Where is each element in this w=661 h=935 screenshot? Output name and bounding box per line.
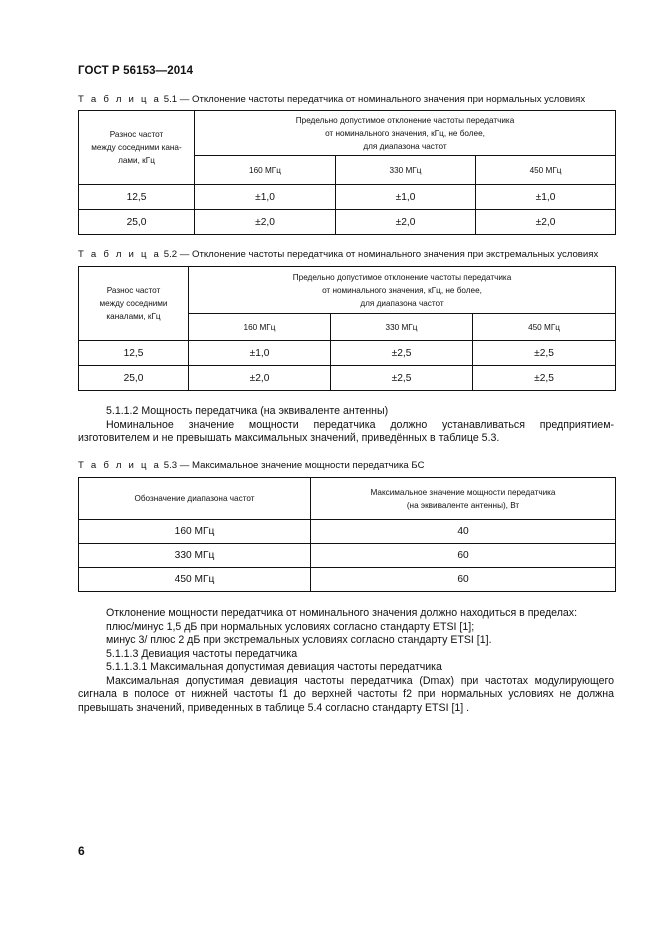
group-header-cell	[195, 111, 616, 156]
section-5-1-1-2	[78, 405, 614, 446]
band-column-header: Обозначение диапазона частот	[79, 478, 311, 520]
row-header-line: между соседними	[99, 299, 168, 308]
table-label: Т а б л и ц а	[78, 94, 162, 105]
value-cell: ±2,5	[473, 341, 616, 366]
group-header-cell	[189, 267, 616, 314]
group-header-line: Предельно допустимое отклонение частоты передатчика	[292, 272, 512, 282]
group-header-line: Предельно допустимое отклонение частоты передатчика	[295, 115, 515, 125]
table-5-1-caption	[78, 94, 585, 105]
paragraph: плюс/минус 1,5 дБ при нормальных условиях согласно стандарту ETSI [1];	[106, 620, 475, 633]
paragraph: 5.1.1.3.1 Максимальная допустимая девиация частоты передатчика	[106, 661, 442, 673]
band-header-330: 330 МГц	[336, 156, 476, 185]
value-cell: ±1,0	[195, 185, 336, 210]
value-cell: ±2,5	[473, 366, 616, 391]
row-header-line: лами, кГц	[118, 156, 155, 165]
value-cell: ±2,5	[331, 366, 473, 391]
value-cell: ±2,5	[331, 341, 473, 366]
row-header-cell	[79, 111, 195, 185]
band-header-160: 160 МГц	[195, 156, 336, 185]
table-row	[79, 341, 616, 366]
table-5-1	[78, 110, 616, 235]
value-cell: ±2,0	[476, 210, 616, 235]
page-number: 6	[78, 844, 85, 858]
table-5-2-caption	[78, 249, 598, 260]
spacing-cell: 12,5	[79, 185, 195, 210]
section-title: 5.1.1.2 Мощность передатчика (на эквиваленте антенны)	[106, 405, 389, 417]
band-header-160: 160 МГц	[189, 314, 331, 341]
value-cell: ±2,0	[336, 210, 476, 235]
group-header-line: для диапазона частот	[363, 141, 447, 151]
table-label: Т а б л и ц а	[78, 460, 162, 471]
power-cell: 60	[311, 544, 616, 568]
table-5-3	[78, 477, 616, 592]
spacing-cell: 12,5	[79, 341, 189, 366]
spacing-cell: 25,0	[79, 366, 189, 391]
band-header-330: 330 МГц	[331, 314, 473, 341]
value-cell: ±2,0	[189, 366, 331, 391]
body-text	[78, 607, 614, 715]
table-title: 5.1 — Отклонение частоты передатчика от номинального значения при нормальных условиях	[161, 94, 586, 105]
band-cell: 330 МГц	[79, 544, 311, 568]
table-row	[79, 185, 616, 210]
band-header-450: 450 МГц	[476, 156, 616, 185]
table-row	[79, 366, 616, 391]
table-row	[79, 544, 616, 568]
table-5-3-caption	[78, 460, 425, 471]
row-header-line: между соседними кана-	[91, 143, 182, 152]
band-header-450: 450 МГц	[473, 314, 616, 341]
row-header-cell	[79, 267, 189, 341]
group-header-line: от номинального значения, кГц, не более,	[322, 285, 482, 295]
power-cell: 40	[311, 520, 616, 544]
table-row	[79, 210, 616, 235]
document-header: ГОСТ Р 56153—2014	[78, 65, 194, 77]
paragraph: 5.1.1.3 Девиация частоты передатчика	[106, 647, 298, 660]
row-header-line: Разнос частот	[109, 130, 164, 139]
power-cell: 60	[311, 568, 616, 592]
value-cell: ±2,0	[195, 210, 336, 235]
spacing-cell: 25,0	[79, 210, 195, 235]
value-cell: ±1,0	[189, 341, 331, 366]
value-cell: ±1,0	[476, 185, 616, 210]
paragraph: Максимальная допустимая девиация частоты передатчика (Dmax) при частотах модулирующего сигнала в полосе от нижней частоты f1 до верхней частоты f2 при нормальных условиях не должна превышать значений, приведенных в таблице 5.4 согласно стандарту ETSI [1] .	[78, 674, 614, 714]
value-cell: ±1,0	[336, 185, 476, 210]
table-title: 5.2 — Отклонение частоты передатчика от номинального значения при экстремальных условиях	[161, 249, 599, 260]
header-line: (на эквиваленте антенны), Вт	[406, 500, 520, 510]
section-text: Номинальное значение мощности передатчика должно устанавливаться предприятием-изготовителем и не превышать максимальных значений, приведённых в таблице 5.3.	[78, 418, 614, 444]
row-header-line: каналами, кГц	[106, 312, 161, 321]
table-label: Т а б л и ц а	[78, 249, 162, 260]
header-line: Максимальное значение мощности передатчика	[370, 487, 556, 497]
table-5-2	[78, 266, 616, 391]
table-row	[79, 520, 616, 544]
paragraph: Отклонение мощности передатчика от номинального значения должно находиться в пределах:	[106, 607, 578, 619]
power-column-header	[311, 478, 616, 520]
table-row	[79, 568, 616, 592]
paragraph: минус 3/ плюс 2 дБ при экстремальных условиях согласно стандарту ETSI [1].	[106, 634, 492, 646]
group-header-line: от номинального значения, кГц, не более,	[325, 128, 485, 138]
table-title: 5.3 — Максимальное значение мощности передатчика БС	[161, 460, 425, 471]
group-header-line: для диапазона частот	[360, 298, 444, 308]
band-cell: 160 МГц	[79, 520, 311, 544]
band-cell: 450 МГц	[79, 568, 311, 592]
row-header-line: Разнос частот	[106, 286, 161, 295]
